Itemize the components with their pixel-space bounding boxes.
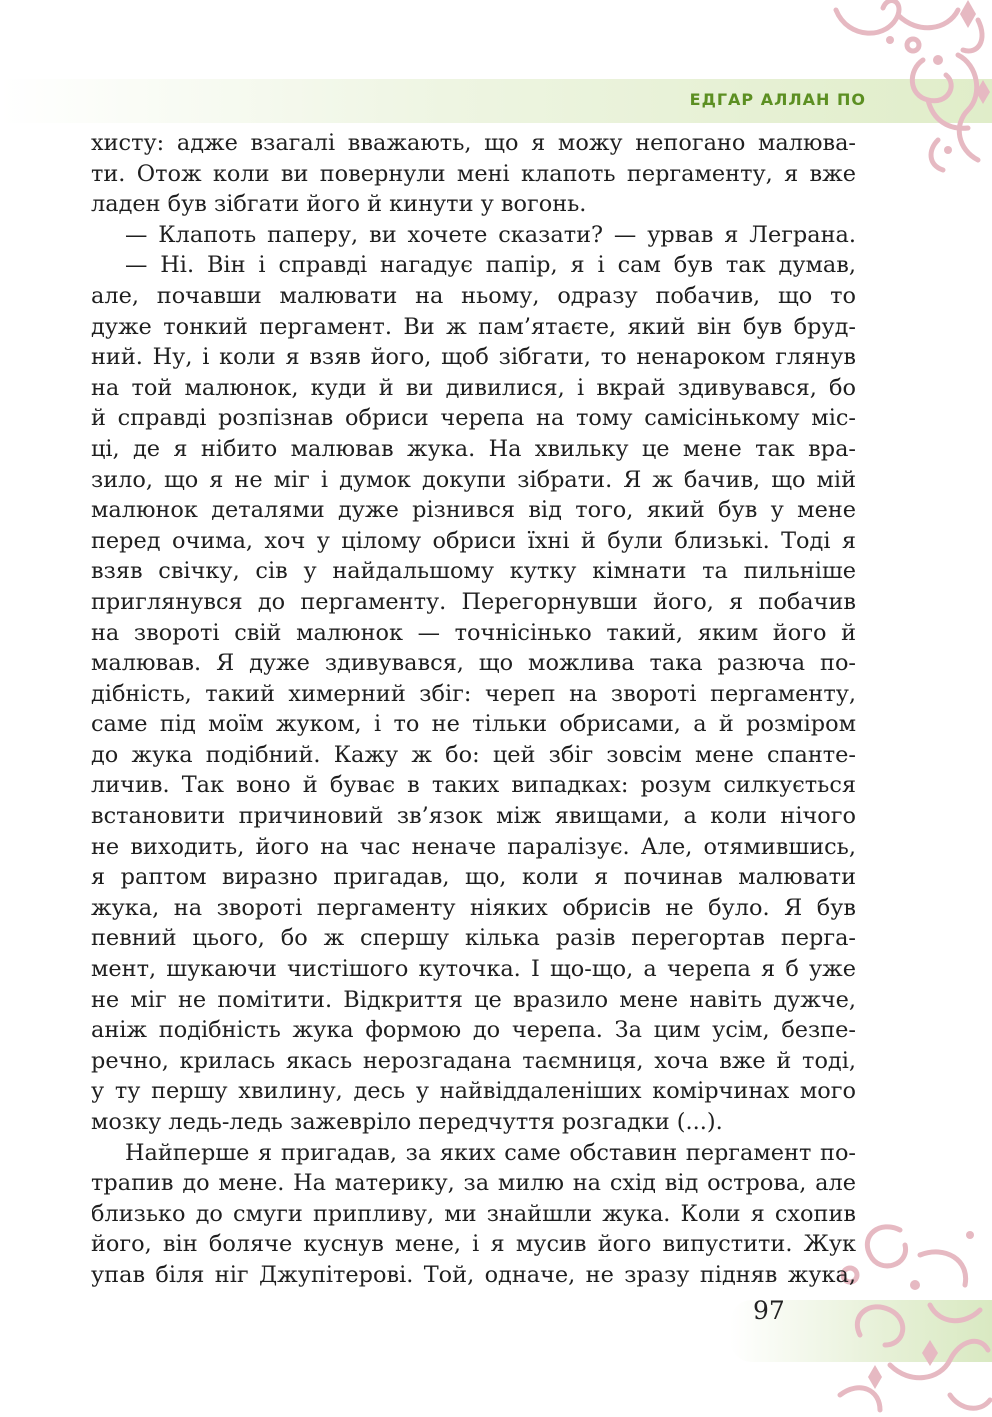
text-line: саме під моїм жуком, і то не тільки обрисами, а й розміром bbox=[91, 711, 856, 738]
text-line: не виходить, його на час неначе паралізує. Але, отямившись, bbox=[91, 833, 856, 860]
text-line: зило, що я не міг і думок докупи зібрати. Я ж бачив, що мій bbox=[91, 466, 856, 493]
text-line: але, почавши малювати на ньому, одразу побачив, що то bbox=[91, 282, 856, 309]
text-line: дібність, такий химерний збіг: череп на звороті пергаменту, bbox=[91, 680, 856, 707]
text-line: личив. Так воно й буває в таких випадках: розум силкується bbox=[91, 772, 856, 799]
text-line: ці, де я нібито малював жука. На хвильку це мене так вра- bbox=[91, 435, 856, 462]
running-head: ЕДГАР АЛЛАН ПО bbox=[689, 90, 866, 109]
text-line: малював. Я дуже здивувався, що можлива така разюча по- bbox=[91, 650, 856, 677]
page-number: 97 bbox=[753, 1296, 785, 1325]
text-line: мент, шукаючи чистішого куточка. І що-що, а черепа я б уже bbox=[91, 956, 856, 983]
text-line: ний. Ну, і коли я взяв його, щоб зібгати, то ненароком глянув bbox=[91, 344, 856, 371]
text-line: на звороті свій малюнок — точнісінько такий, яким його й bbox=[91, 619, 856, 646]
text-line: — Клапоть паперу, ви хочете сказати? — урвав я Леграна. bbox=[125, 221, 856, 248]
text-line: у ту першу хвилину, десь у найвіддаленіших комірчинах мого bbox=[91, 1078, 856, 1105]
text-line: речно, крилась якась нерозгадана таємниця, хоча вже й тоді, bbox=[91, 1047, 856, 1074]
text-line: ладен був зібгати його й кинути у вогонь. bbox=[91, 191, 587, 218]
text-line: трапив до мене. На материку, за милю на схід від острова, але bbox=[91, 1170, 856, 1197]
text-line: я раптом виразно пригадав, що, коли я починав малювати bbox=[91, 864, 856, 891]
text-line: перед очима, хоч у цілому обриси їхні й були близькі. Тоді я bbox=[91, 527, 856, 554]
text-line: дуже тонкий пергамент. Ви ж пам’ятаєте, який він був бруд- bbox=[91, 313, 856, 340]
text-line: малюнок деталями дуже різнився від того, який був у мене bbox=[91, 497, 856, 524]
text-line: — Ні. Він і справді нагадує папір, я і сам був так думав, bbox=[125, 252, 856, 279]
text-line: жука, на звороті пергаменту ніяких обрисів не було. Я був bbox=[91, 894, 856, 921]
text-line: не міг не помітити. Відкриття це вразило мене навіть дужче, bbox=[91, 986, 856, 1013]
text-line: до жука подібний. Кажу ж бо: цей збіг зовсім мене спанте- bbox=[91, 741, 856, 768]
text-line: його, він боляче куснув мене, і я мусив його випустити. Жук bbox=[91, 1231, 856, 1258]
text-line: Найперше я пригадав, за яких саме обставин пергамент по- bbox=[125, 1139, 856, 1166]
text-line: ти. Отож коли ви повернули мені клапоть пергаменту, я вже bbox=[91, 160, 856, 187]
text-line: взяв свічку, сів у найдальшому кутку кімнати та пильніше bbox=[91, 558, 856, 585]
text-line: близько до смуги припливу, ми знайшли жука. Коли я схопив bbox=[91, 1200, 856, 1227]
text-line: аніж подібність жука формою до черепа. За цим усім, безпе- bbox=[91, 1017, 856, 1044]
text-line: хисту: адже взагалі вважають, що я можу непогано малюва- bbox=[91, 130, 856, 156]
text-line: певний цього, бо ж спершу кілька разів перегортав перга- bbox=[91, 925, 856, 952]
text-line: на той малюнок, куди й ви дивилися, і вкрай здивувався, бо bbox=[91, 374, 856, 401]
text-line: встановити причиновий зв’язок між явищами, а коли нічого bbox=[91, 803, 856, 830]
body-text bbox=[91, 128, 856, 1291]
text-line: приглянувся до пергаменту. Перегорнувши його, я побачив bbox=[91, 588, 856, 615]
text-line: мозку ледь-ледь зажевріло передчуття розгадки (...). bbox=[91, 1109, 723, 1135]
text-line: й справді розпізнав обриси черепа на тому самісінькому міс- bbox=[91, 405, 856, 432]
text-line: упав біля ніг Джупітерові. Той, одначе, не зразу підняв жука, bbox=[91, 1261, 856, 1288]
